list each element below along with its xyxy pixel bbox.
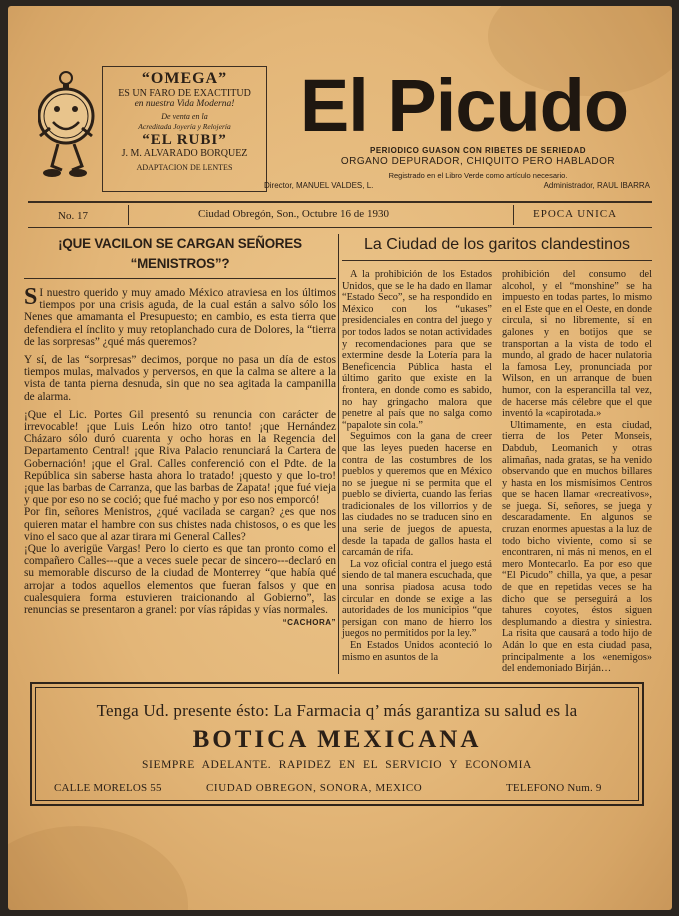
city-date: Ciudad Obregón, Son., Octubre 16 de 1930 <box>198 208 389 220</box>
ad-headline: Tenga Ud. presente ésto: La Farmacia q’ más garantiza su salud es la <box>96 701 578 720</box>
left-article-headline: ¡QUE VACILON SE CARGAN SEÑORES “MENISTROS”? <box>24 234 336 279</box>
newspaper-subtitle: PERIODICO GUASON CON RIBETES DE SERIEDAD <box>369 146 587 155</box>
right-article-body <box>342 269 652 675</box>
text-column-2 <box>502 269 652 675</box>
paragraph: ¡Que lo averigüe Vargas! Pero lo cierto es que tan pronto como el compañero Calles---que a veces suele pecar de sincero---declaró en su memorable discurso de la ciudad de Monterrey “que había qué arrojar a todos aquellos elementos que fueran falsos y que en cualesquiera forma estuvieren traicionando al Gobierno”, las renuncias se presentaron a granel: por vías rápidas y vías normales. <box>24 543 336 617</box>
paragraph: prohibición del consumo del alcohol, y el “monshine” se ha impuesto en todas partes, lo mismo en el Este que en el Oeste, en donde circula, si no libremente, sí en galones y en botijos que se transportan a la vista de todo el mundo, al grado de hacer nulatoria la famosa Ley, pronunciada por Wilson, en un arranque de buen humor, con la esperancilla tal vez, de hacerse más célebre que el que inventó la «capirotada.» <box>502 269 652 420</box>
ad-address: CALLE MORELOS 55 <box>54 782 162 794</box>
paragraph: Y sí, de las “sorpresas” decimos, porque no pasa un día de estos tiempos mulas, malvados y perversos, en que la calma se altere a la vista de tanta pierna desnuda, sin que no sea agitada la campanilla de alarma. <box>24 354 336 403</box>
drop-cap: S <box>24 284 38 310</box>
ad-slogan: SIEMPRE ADELANTE. RAPIDEZ EN EL SERVICIO Y ECONOMIA <box>142 759 532 771</box>
newspaper-motto: ORGANO DEPURADOR, CHIQUITO PERO HABLADOR <box>340 156 616 167</box>
epoch-label: EPOCA UNICA <box>533 208 618 220</box>
dateline-bar <box>28 201 652 228</box>
paragraph: Ultimamente, en esta ciudad, tierra de los Peter Monseis, Dabdub, Leomanich y otras alimañas, nada gratas, se ha venido observando que en muchos billares y hasta en los mismísimos Centros que se hacen llamar «recreativos», se juega. Sí, señores, se juega y descaradamente. En algunos se cruzan enormes apuestas a la luz de todo bicho viviente, como si se encontraren, ni más ni menos, en el mero Montecarlo. Ea por eso que “El Picudo” chilla, ya que, a pesar de que en repetidas veces se ha dicho que se perseguirá a los tahures coyotes, éstos siguen desplumando a diestra y siniestra. La risita que causará a todo hijo de Adán lo que en esta ciudad pasa, principalmente a los «enemigos» del endemoniado Birján… <box>502 419 652 675</box>
ad-brand-name: BOTICA MEXICANA <box>192 726 482 753</box>
right-article-headline: La Ciudad de los garitos clandestinos <box>342 234 652 261</box>
paragraph: ¡Que el Lic. Portes Gil presentó su renuncia con carácter de irrevocable! ¡que Luis León hizo otro tanto! ¡que Hernández Cházaro sólo duró cuarenta y ocho horas en la Regencia del Departamento Central! ¡que Riva Palacio renunciará la Cartera de Gobernación! ¡que el Gral. Calles conferenció con el Pdte. de la República sin saberse hasta ahora lo tratado! ¡questo y que lo-tro! ¡que las barbas de Carranza, que las barbas de Zapata! ¡que fué vieja y que por eso no se coció; que fué macho y por eso nos emporcó! <box>24 408 336 507</box>
omega-ad-text-box <box>102 66 267 192</box>
administrator-credit: Administrador, RAUL IBARRA <box>543 181 650 190</box>
left-article <box>24 234 336 629</box>
paragraph: Por fin, señores Menistros, ¿qué vacilada se cargan? ¿es que nos quieren matar el hambre con sus chistes nada chistosos, o es que les vino el saco que al azar tirara mi General Calles? <box>24 506 336 543</box>
store-owner: J. M. ALVARADO BORQUEZ <box>121 148 248 159</box>
store-name: “EL RUBI” <box>142 132 227 148</box>
text-column-1 <box>342 269 492 675</box>
omega-line4: Acreditada Joyería y Relojería <box>138 122 231 131</box>
pharmacy-advertisement <box>30 682 644 806</box>
watch-mascot-illustration <box>38 66 108 192</box>
omega-line5: ADAPTACION DE LENTES <box>136 163 233 172</box>
omega-advertisement <box>38 66 271 196</box>
omega-brand: “OMEGA” <box>141 70 228 87</box>
registration-note: Registrado en el Libro Verde como artículo necesario. <box>388 171 568 180</box>
left-article-body <box>24 284 336 629</box>
newspaper-title: El Picudo <box>299 64 629 147</box>
ad-phone: TELEFONO Num. 9 <box>506 782 602 794</box>
advertisement-inner-border <box>35 687 639 801</box>
divider <box>513 205 514 225</box>
issue-number: No. 17 <box>58 210 88 222</box>
omega-line2: en nuestra Vida Moderna! <box>134 99 235 109</box>
paper-stain <box>8 826 188 910</box>
newspaper-page <box>8 6 672 910</box>
paragraph: En Estados Unidos aconteció lo mismo en asuntos de la <box>342 640 492 663</box>
divider <box>128 205 129 225</box>
paragraph: La voz oficial contra el juego está siendo de tal manera escuchada, que una sonrisa piadosa acusa todo circular en donde se exige a las autoridades de los municipios “que persigan con mano de hierro los juegos no permitidos por la ley.” <box>342 558 492 640</box>
article-signature: “CACHORA” <box>282 618 336 628</box>
omega-line1: ES UN FARO DE EXACTITUD <box>118 88 251 99</box>
right-article <box>342 234 652 675</box>
ad-city: CIUDAD OBREGON, SONORA, MEXICO <box>206 782 423 794</box>
paragraph: A la prohibición de los Estados Unidos, que se le ha dado en llamar “Estado Seco”, se ha respondido en México con los “ukases” presidenciales en contra del juego y por todos lados se notan actividades y recomendaciones para que se extermine desde la Lotería para la Beneficencia Pública hasta el último garito que existe en la frontera, en donde como es sabido, no hay gringacho malora que penetre al país que no salga como “papalote sin cola.” <box>342 269 492 431</box>
paragraph: Seguimos con la gana de creer que las leyes pueden hacerse en contra de las costumbres de los pueblos y queremos que en México no se juegue ni se permita que el pueblo se divierta, cuando las ferias tradicionales de los villorrios y de las ciudades no se traducen sino en una serie de juegos de apuesta, desde la tapada de gallos hasta el carcamán de rifa. <box>342 431 492 559</box>
omega-line3: De venta en la <box>161 112 208 121</box>
column-divider <box>338 234 339 674</box>
paragraph: I nuestro querido y muy amado México atraviesa en los últimos tiempos por una crisis aguda, de la cual están a salvo sólo los Nenes que amamanta el Presupuesto; en cambio, es esta tierra que defendiera el ínclito y muy retoplanchado cura de Dolores, la “tierra de las sorpresas” ¿qué más queremos? <box>24 287 336 348</box>
director-credit: Director, MANUEL VALDES, L. <box>264 181 374 190</box>
